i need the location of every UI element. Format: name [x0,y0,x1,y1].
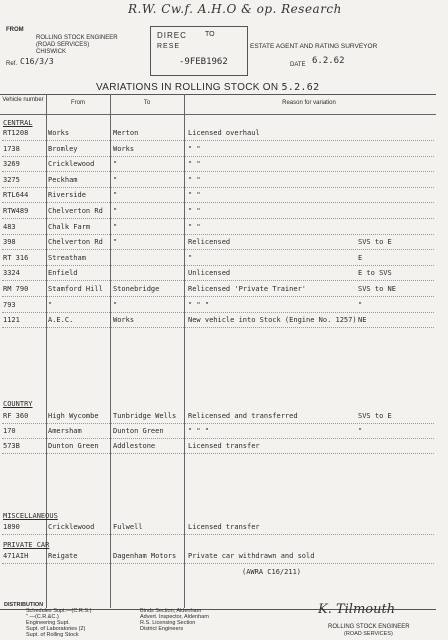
vehicle-cell: RTL644 [3,191,29,200]
from-cell: Riverside [48,191,86,200]
to-value: ESTATE AGENT AND RATING SURVEYOR [250,43,378,50]
row-rule [2,438,434,439]
row-rule [2,156,434,157]
reason-cell: " " [188,222,201,231]
extra-cell: " [358,300,363,309]
table-row [0,550,436,563]
row-rule [2,218,434,219]
row-rule [2,296,434,297]
vehicle-cell: RM 790 [3,285,29,293]
private-note-row [0,566,436,579]
distribution-left-3: Engineering Supt. [26,620,70,626]
vehicle-cell: 3269 [3,160,20,169]
row-rule [2,312,434,313]
table-row [0,236,436,249]
extra-cell: E to SVS [358,269,392,278]
table-row [0,127,436,140]
distribution-right-1: Binds Section, Aldenham [140,608,202,614]
signature: K. Tilmouth [318,602,396,617]
from-line-3: CHISWICK [36,49,66,55]
col-header-to: To [143,100,151,106]
vehicle-cell: 170 [3,427,16,435]
to-cell: " [113,238,118,247]
reason-cell: Licensed transfer [188,523,260,531]
distribution-right-3: R.S. Licensing Section [140,620,196,626]
ref-label: Ref. [6,61,18,67]
date-value: 6.2.62 [312,56,345,66]
distribution-right-2: Advert. Inspector, Aldenham [140,614,209,620]
table-row [0,267,436,280]
reason-cell: " " " [188,427,210,435]
to-cell: " [113,160,118,169]
from-cell: High Wycombe [48,412,99,420]
header-divider [0,114,436,115]
row-rule [2,202,434,203]
distribution-label: DISTRIBUTION [4,602,44,608]
to-cell: Stonebridge [113,285,160,293]
from-cell: Enfield [48,269,78,278]
stamp-line-2: RESE [157,43,181,50]
vehicle-cell: 573B [3,442,20,450]
from-cell: Works [48,129,70,137]
table-row [0,283,436,296]
row-rule [2,453,434,454]
table-row [0,205,436,218]
signatory-title: ROLLING STOCK ENGINEER [328,624,410,630]
table-row [0,314,436,327]
vehicle-cell: 471AIH [3,552,29,560]
to-cell: " [113,191,118,200]
reason-cell: " " [188,160,201,169]
table-row [0,143,436,156]
row-rule [2,234,434,235]
row-rule [2,171,434,172]
reason-cell: Licensed transfer [188,442,260,450]
extra-cell: SVS to NE [358,285,396,293]
to-cell: " [113,175,118,184]
to-cell: Merton [113,129,139,137]
from-cell: A.E.C. [48,316,74,325]
to-cell: Addlestone [113,442,156,450]
reason-cell: " " [188,144,201,153]
to-cell: " [113,222,118,231]
from-cell: Peckham [48,175,78,184]
vehicle-cell: 1738 [3,144,20,153]
to-cell: " [113,300,118,309]
to-cell: Dunton Green [113,427,164,435]
row-rule [2,249,434,250]
reason-cell: " " [188,207,201,215]
table-row [0,410,436,423]
extra-cell: " [358,427,363,435]
col-header-vehicle: Vehicle number [2,97,44,103]
title-text: VARIATIONS IN ROLLING STOCK ON [96,82,279,93]
vehicle-cell: RT1208 [3,129,29,137]
row-rule [2,280,434,281]
distribution-right-4: District Engineers [140,626,184,632]
row-rule [2,140,434,141]
reason-cell: " " [188,175,201,184]
to-cell: Tunbridge Wells [113,412,177,420]
row-rule [2,563,434,564]
section-private: PRIVATE CAR [3,541,50,549]
extra-cell: NE [358,316,367,325]
row-rule [2,534,434,535]
vehicle-cell: 483 [3,222,16,231]
stamp-line-1: DIREC [157,31,187,40]
reason-cell: Private car withdrawn and sold [188,552,315,560]
date-label: DATE [290,62,306,68]
vehicle-cell: 793 [3,300,16,309]
reason-cell: Relicensed and transferred [188,412,298,420]
title-date: 5.2.62 [281,82,320,93]
vehicle-cell: 1890 [3,523,20,531]
to-cell: Works [113,316,135,325]
vehicle-cell: 3324 [3,269,20,278]
from-cell: Stamford Hill [48,285,103,293]
table-row [0,425,436,438]
table-row [0,299,436,312]
vehicle-cell: 3275 [3,175,20,184]
reason-cell: " " " [188,300,210,309]
table-row [0,158,436,171]
reason-cell: " [188,253,193,262]
from-cell: Reigate [48,552,78,560]
from-cell: Amersham [48,427,82,435]
reason-cell: Unlicensed [188,269,231,278]
received-stamp [150,26,248,76]
stamp-line-1b: TO [205,31,215,38]
from-cell: Cricklewood [48,160,95,169]
from-cell: Chelverton Rd [48,207,103,215]
from-cell: " [48,300,53,309]
from-cell: Cricklewood [48,523,95,531]
vehicle-cell: 1121 [3,316,20,325]
private-note: (AWRA C16/211) [242,568,302,576]
from-cell: Chalk Farm [48,222,91,231]
table-row [0,440,436,453]
reason-cell: " " [188,191,201,200]
row-rule [2,423,434,424]
from-cell: Dunton Green [48,442,99,450]
signatory-subtitle: (ROAD SERVICES) [344,631,393,637]
vehicle-cell: RT 316 [3,253,29,262]
section-central: CENTRAL [3,119,33,127]
row-rule [2,187,434,188]
extra-cell: SVS to E [358,412,392,420]
to-cell: Dagenham Motors [113,552,177,560]
extra-cell: SVS to E [358,238,392,247]
to-cell: " [113,207,118,215]
ref-value: C16/3/3 [20,57,54,66]
distribution-left-2: " —(C.R.&C.) [26,614,59,620]
from-label: FROM [6,27,24,33]
vehicle-cell: 398 [3,238,16,247]
table-row [0,252,436,265]
table-row [0,189,436,202]
reason-cell: Licensed overhaul [188,129,260,137]
table-row [0,174,436,187]
reason-cell: New vehicle into Stock (Engine No. 1257) [188,316,357,325]
col-header-reason: Reason for variation [282,100,336,106]
table-row [0,521,436,534]
distribution-left-1: Schedules Supt.—(C.R.S.) [26,608,92,614]
handwritten-routing-note: R.W. Cw.f. A.H.O & op. Research [128,2,342,16]
to-cell: Works [113,144,135,153]
row-rule [2,327,434,328]
distribution-left-4: Supt. of Laboratories (2) [26,626,86,632]
row-rule [2,265,434,266]
reason-cell: Relicensed [188,238,231,247]
to-cell: Fulwell [113,523,143,531]
from-cell: Chelverton Rd [48,238,103,247]
reason-cell: Relicensed 'Private Trainer' [188,285,307,293]
from-cell: Streatham [48,253,86,262]
vehicle-cell: RF 360 [3,412,29,420]
document-title [96,82,319,93]
from-cell: Bromley [48,144,78,153]
section-country: COUNTRY [3,400,33,408]
vehicle-cell: RTW489 [3,207,29,215]
section-misc: MISCELLANEOUS [3,512,58,520]
from-line-1: ROLLING STOCK ENGINEER [36,35,118,41]
distribution-left-5: Supt. of Rolling Stock [26,632,79,638]
table-row [0,221,436,234]
extra-cell: E [358,253,363,262]
col-header-from: From [71,100,85,106]
from-line-2: (ROAD SERVICES) [36,42,90,48]
stamp-date: -9FEB1962 [179,57,228,67]
